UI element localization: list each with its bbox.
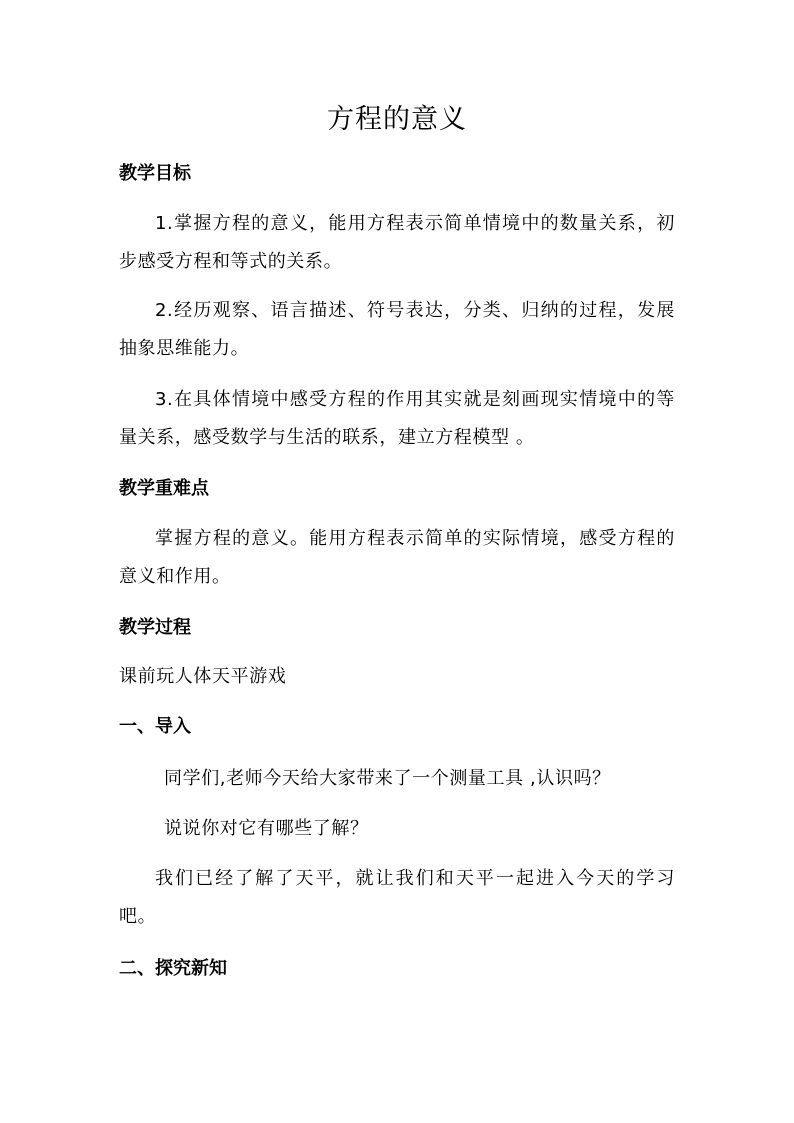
objective-item-2: 2.经历观察、语言描述、符号表达，分类、归纳的过程，发展抽象思维能力。: [119, 300, 675, 359]
process-heading: 教学过程: [119, 617, 191, 638]
intro-line-1: 同学们,老师今天给大家带来了一个测量工具 ,认识吗？: [164, 768, 611, 789]
intro-heading: 一、导入: [119, 716, 191, 737]
objective-item-3: 3.在具体情境中感受方程的作用其实就是刻画现实情境中的等量关系，感受数学与生活的联系，建立方程模型 。: [119, 389, 675, 448]
document-title: 方程的意义: [327, 104, 467, 135]
intro-line-3: 我们已经了解了天平，就让我们和天平一起进入今天的学习吧。: [119, 868, 675, 927]
objectives-heading: 教学目标: [119, 163, 191, 184]
pre-class-activity: 课前玩人体天平游戏: [119, 666, 287, 687]
keypoints-text: 掌握方程的意义。能用方程表示简单的实际情境，感受方程的意义和作用。: [119, 528, 675, 587]
explore-heading: 二、探究新知: [119, 958, 227, 979]
objective-item-1: 1.掌握方程的意义，能用方程表示简单情境中的数量关系，初步感受方程和等式的关系。: [119, 213, 675, 272]
intro-line-2: 说说你对它有哪些了解？: [164, 818, 369, 839]
keypoints-heading: 教学重难点: [119, 478, 209, 499]
